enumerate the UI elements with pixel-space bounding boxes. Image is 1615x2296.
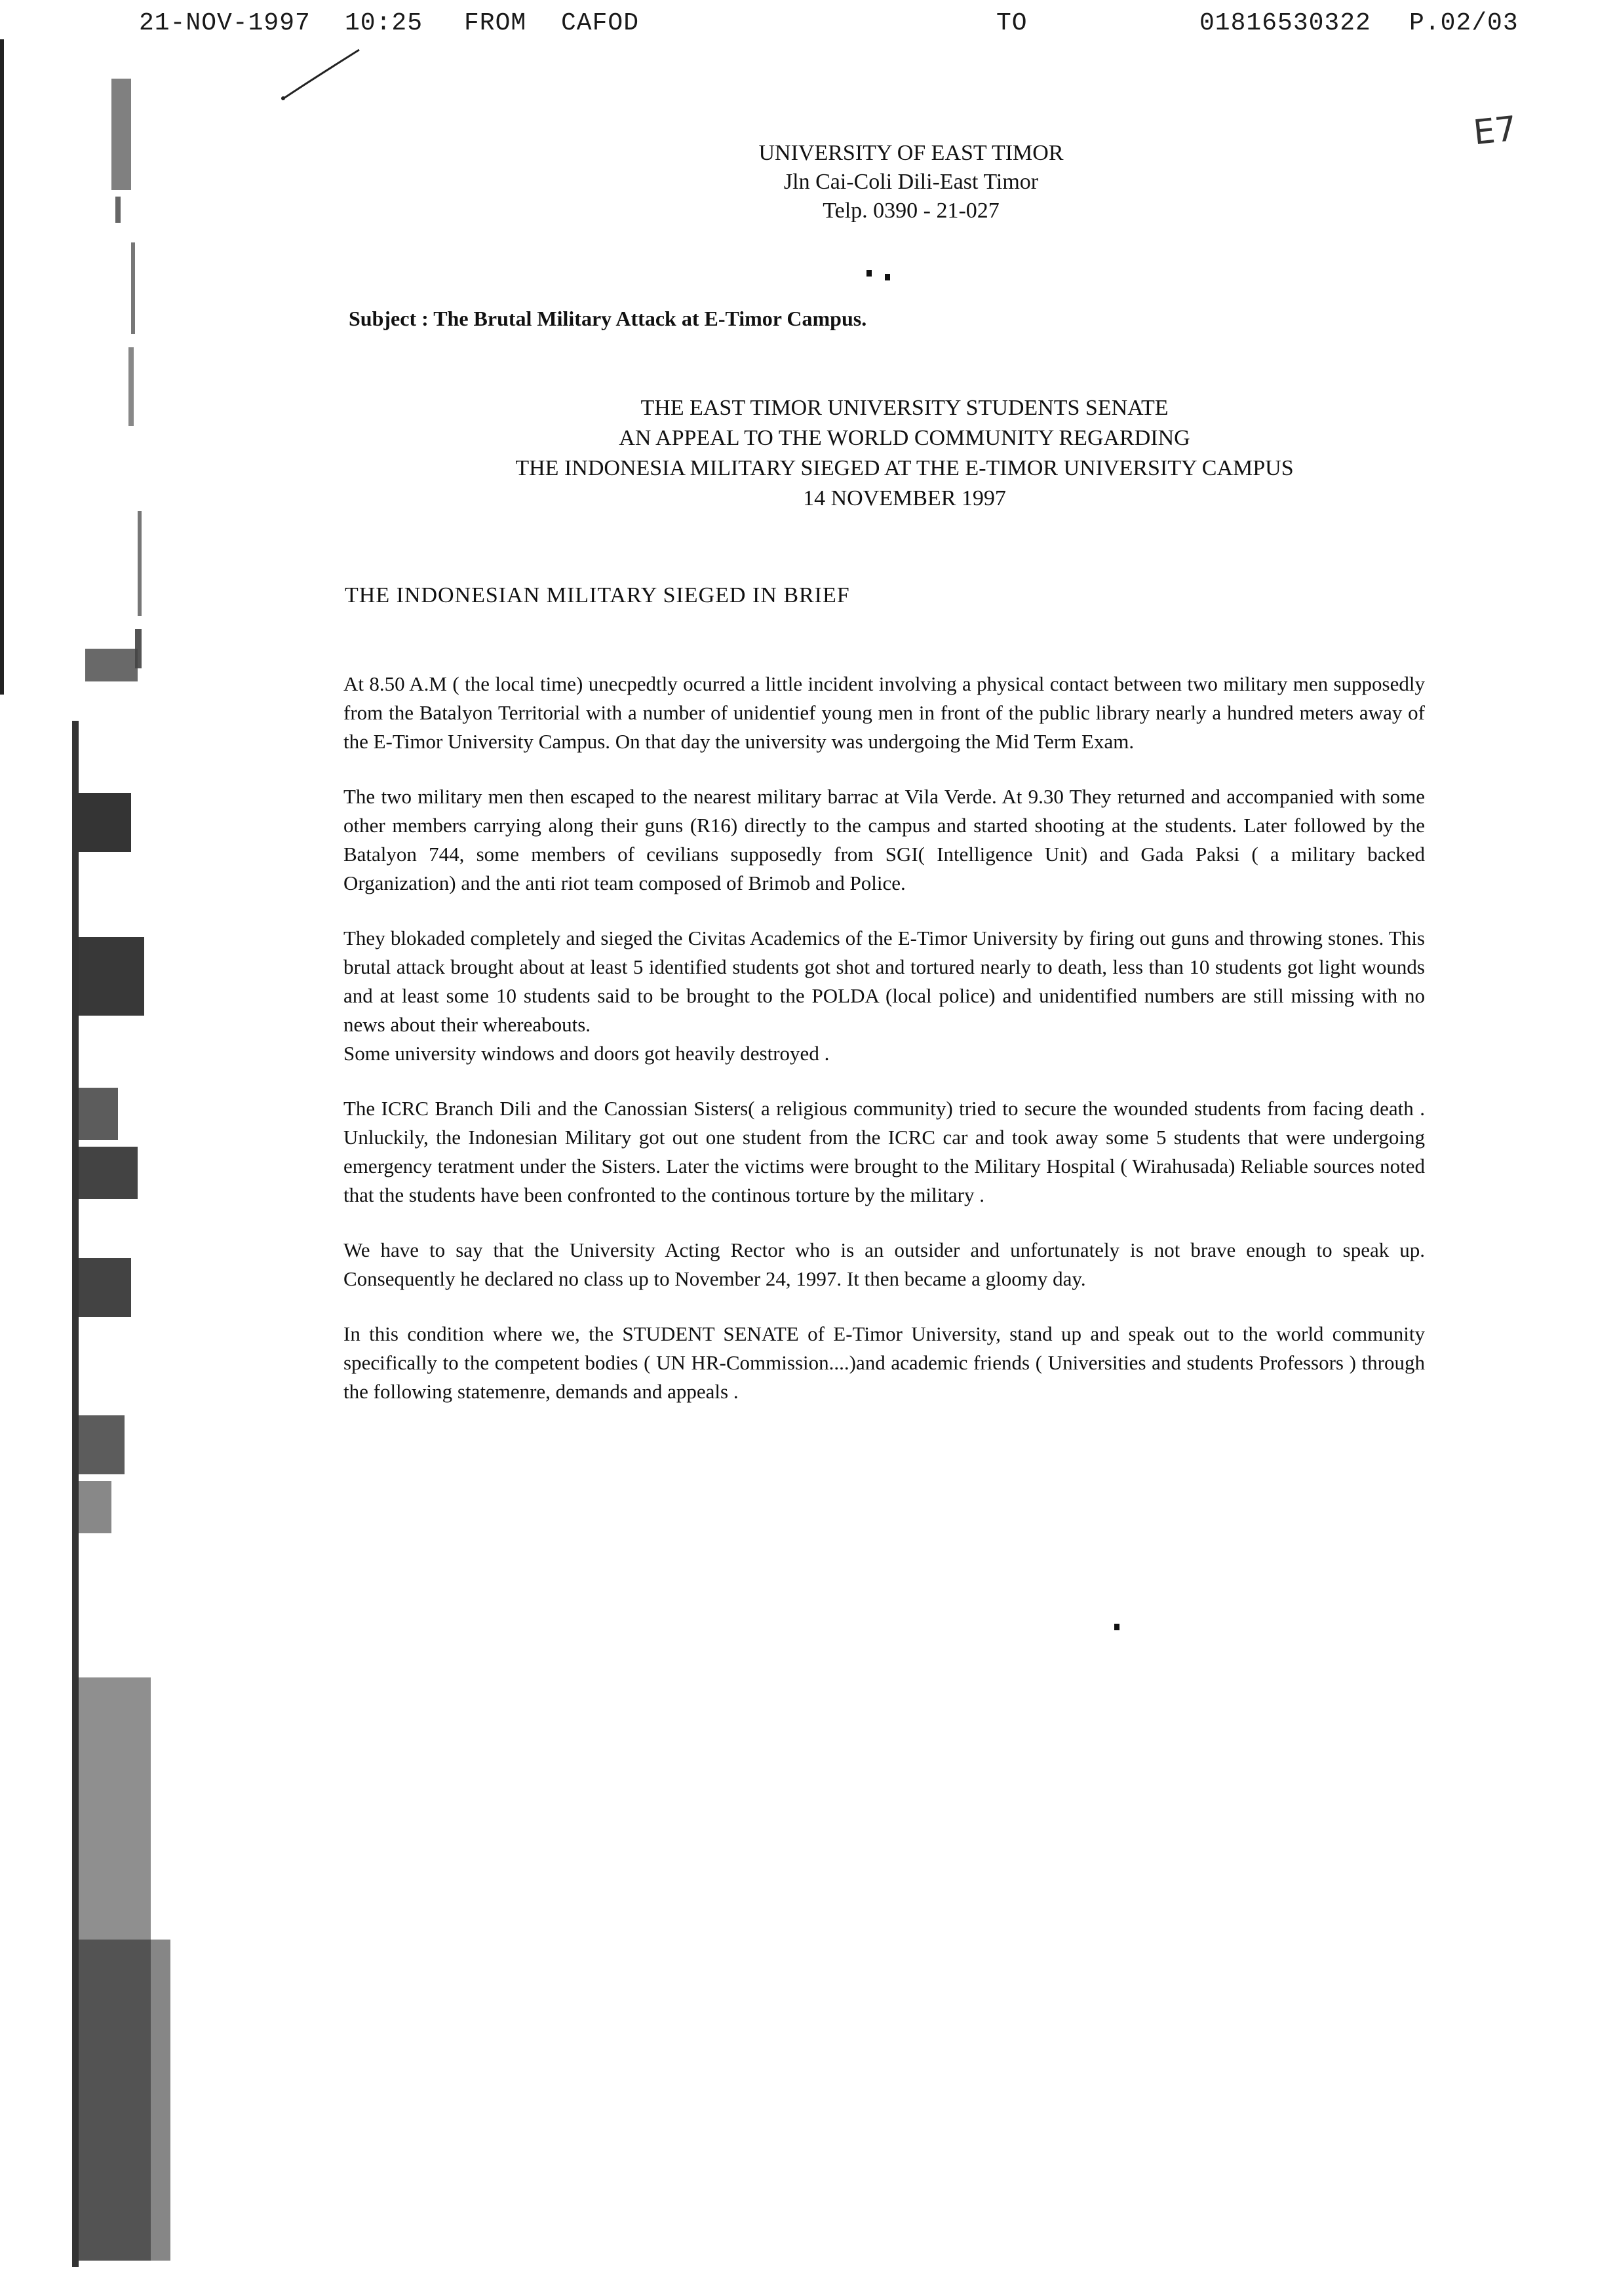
- university-phone: Telp. 0390 - 21-027: [823, 199, 1000, 223]
- paragraph-rector: We have to say that the University Acting Rector who is an outsider and unfortunately is not brave enough to speak up. Consequently he declared no class up to November 24, 1997. It then became a gloomy day.: [343, 1238, 1425, 1290]
- fax-page: P.02/03: [1409, 9, 1519, 37]
- letterhead: [682, 139, 1140, 225]
- paragraph-shooting: The two military men then escaped to the nearest military barrac at Vila Verde. At 9.30 They returned and accompanied with some other members carrying along their guns (R16) directly to the campus and started shooting at the students. Later followed by the Batalyon 744, some members of cevilians supposedly from SGI( Intelligence Unit) and Gada Paksi ( a military backed Organization) and the anti riot team composed of Brimob and Police.: [343, 785, 1425, 894]
- fax-to-label: TO: [996, 9, 1028, 37]
- fax-from-label: FROM: [464, 9, 527, 37]
- university-name: UNIVERSITY OF EAST TIMOR: [758, 141, 1064, 165]
- title-line-1: THE EAST TIMOR UNIVERSITY STUDENTS SENATE: [640, 396, 1169, 420]
- appeal-title: [446, 393, 1363, 514]
- title-line-2: AN APPEAL TO THE WORLD COMMUNITY REGARDING: [619, 426, 1190, 450]
- university-address: Jln Cai-Coli Dili-East Timor: [783, 170, 1039, 194]
- paragraph-appeal: In this condition where we, the STUDENT SENATE of E-Timor University, stand up and speak out to the world community specifically to the competent bodies ( UN HR-Commission....)and academic friends ( Universities and students Professors ) through the following statemenre, demands and appeals .: [343, 1322, 1425, 1403]
- scan-dot: [1114, 1624, 1119, 1630]
- section-heading: THE INDONESIAN MILITARY SIEGED IN BRIEF: [345, 583, 850, 607]
- pen-stroke-mark: [275, 46, 367, 105]
- title-line-3: THE INDONESIA MILITARY SIEGED AT THE E-TIMOR UNIVERSITY CAMPUS: [515, 456, 1294, 480]
- title-date: 14 NOVEMBER 1997: [803, 486, 1006, 510]
- subject-line: Subject : The Brutal Military Attack at E-Timor Campus.: [349, 307, 867, 330]
- scan-dot: [885, 274, 890, 280]
- fax-time: 10:25: [345, 9, 423, 37]
- handwritten-mark: E7: [1471, 109, 1519, 153]
- fax-header: [0, 9, 1615, 48]
- paragraph-incident: At 8.50 A.M ( the local time) unecpedtly ocurred a little incident involving a physical contact between two military men supposedly from the Batalyon Territorial with a number of unidentief young men in front of the public library nearly a hundred meters away of the E-Timor University Campus. On that day the university was undergoing the Mid Term Exam.: [343, 672, 1425, 753]
- paragraph-icrc: The ICRC Branch Dili and the Canossian Sisters( a religious community) tried to secure the wounded students from facing death . Unluckily, the Indonesian Military got out one student from the ICRC car and took away some 5 students that were undergoing emergency teratment under the Sisters. Later the victims were brought to the Military Hospital ( Wirahusada) Reliable sources noted that the students have been confronted to the continous torture by the military .: [343, 1097, 1425, 1206]
- paragraph-siege: They blokaded completely and sieged the Civitas Academics of the E-Timor University by firing out guns and throwing stones. This brutal attack brought about at least 5 identified students got shot and tortured nearly to death, less than 10 students got light wounds and at least some 10 students said to be brought to the POLDA (local police) and unidentified numbers are still missing with no news about their whereabouts.: [343, 927, 1425, 1036]
- document-body: [343, 670, 1425, 1432]
- paragraph-damage: Some university windows and doors got heavily destroyed .: [343, 1042, 830, 1065]
- fax-number: 01816530322: [1199, 9, 1371, 37]
- fax-date: 21-NOV-1997: [139, 9, 311, 37]
- scan-dot: [866, 270, 872, 277]
- scan-edge-artifacts: [0, 39, 170, 2267]
- fax-from: CAFOD: [561, 9, 640, 37]
